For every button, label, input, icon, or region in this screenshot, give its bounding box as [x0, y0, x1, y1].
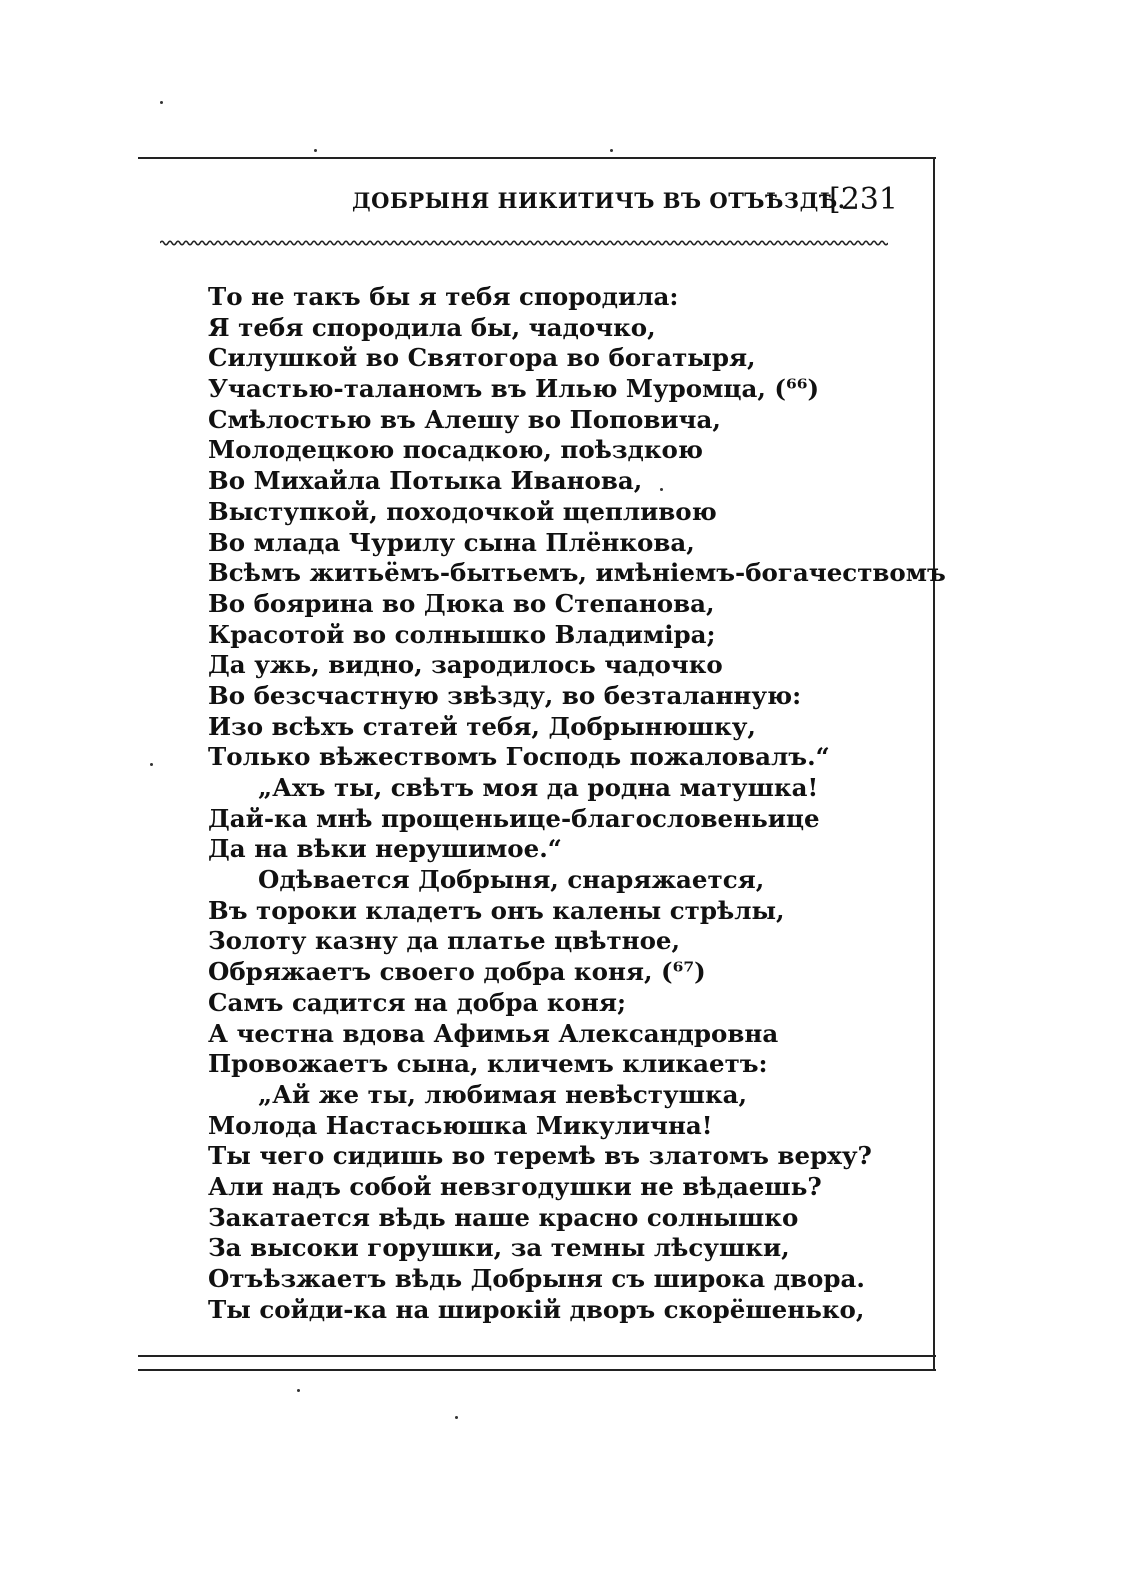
verse-line: Красотой во солнышко Владиміра; [208, 619, 716, 649]
scan-speck [150, 763, 153, 766]
verse-text [208, 282, 946, 1325]
page-number: [231 [829, 182, 898, 217]
verse-line: „Ахъ ты, свѣтъ моя да родна матушка! [258, 773, 819, 802]
verse-line: Ты чего сидишь во теремѣ въ златомъ верху? [208, 1141, 872, 1171]
scan-speck [297, 1389, 300, 1392]
verse-line: За высоки горушки, за темны лѣсушки, [208, 1233, 790, 1263]
verse-line: Я тебя спородила бы, чадочко, [208, 312, 656, 342]
verse-line: Самъ садится на добра коня; [208, 987, 626, 1017]
verse-line: Золоту казну да платье цвѣтное, [208, 926, 681, 956]
verse-line: Во безсчастную звѣзду, во безталанную: [208, 680, 802, 710]
bottom-border-rule-double [138, 1369, 936, 1371]
verse-line: Молодецкою посадкою, поѣздкою [208, 435, 704, 465]
verse-line: Въ тороки кладетъ онъ калены стрѣлы, [208, 895, 785, 925]
verse-line: Дай-ка мнѣ прощеньице-благословеньице [208, 803, 820, 833]
verse-line: Смѣлостью въ Алешу во Поповича, [208, 404, 721, 434]
verse-line: Обряжаетъ своего добра коня, (⁶⁷) [208, 957, 706, 987]
verse-line: Ты сойди-ка на широкій дворъ скорёшенько, [208, 1294, 865, 1324]
verse-line: Али надъ собой невзгодушки не вѣдаешь? [208, 1171, 822, 1201]
verse-line: Силушкой во Святогора во богатыря, [208, 343, 756, 373]
bottom-border-rule [138, 1355, 936, 1357]
verse-line: Да на вѣки нерушимое.“ [208, 834, 562, 864]
verse-line: Изо всѣхъ статей тебя, Добрынюшку, [208, 711, 756, 741]
running-header-title: ДОБРЫНЯ НИКИТИЧЪ ВЪ ОТЪѢЗДѢ. [352, 188, 846, 213]
verse-line: Закатается вѣдь наше красно солнышко [208, 1202, 799, 1232]
verse-line: Во боярина во Дюка во Степанова, [208, 588, 715, 618]
verse-line: Только вѣжествомъ Господь пожаловалъ.“ [208, 742, 830, 772]
verse-line: А честна вдова Афимья Александровна [208, 1018, 779, 1048]
verse-line: „Ай же ты, любимая невѣстушка, [258, 1079, 748, 1109]
verse-line: Молода Настасьюшка Микулична! [208, 1110, 713, 1140]
verse-line: Да ужь, видно, зародилось чадочко [208, 650, 723, 680]
verse-line: Во Михайла Потыка Иванова, [208, 466, 643, 496]
verse-line: Выступкой, походочкой щепливою [208, 496, 717, 526]
scan-speck [660, 488, 663, 491]
verse-line: Участью-таланомъ въ Илью Муромца, (⁶⁶) [208, 374, 820, 404]
scan-speck [455, 1416, 458, 1419]
scan-speck [160, 101, 163, 104]
scan-speck [610, 149, 613, 152]
verse-line: Отъѣзжаетъ вѣдь Добрыня съ широка двора. [208, 1264, 865, 1293]
verse-line: Одѣвается Добрыня, снаряжается, [258, 865, 765, 895]
verse-line: Всѣмъ житьёмъ-бытьемъ, имѣніемъ-богачествомъ [208, 558, 946, 588]
verse-line: То не такъ бы я тебя спородила: [208, 282, 679, 311]
verse-line: Во млада Чурилу сына Плёнкова, [208, 527, 695, 557]
verse-line: Провожаетъ сына, кличемъ кликаетъ: [208, 1049, 768, 1079]
scan-speck [314, 149, 317, 152]
wavy-header-divider [160, 237, 888, 249]
top-border-rule [138, 157, 936, 159]
